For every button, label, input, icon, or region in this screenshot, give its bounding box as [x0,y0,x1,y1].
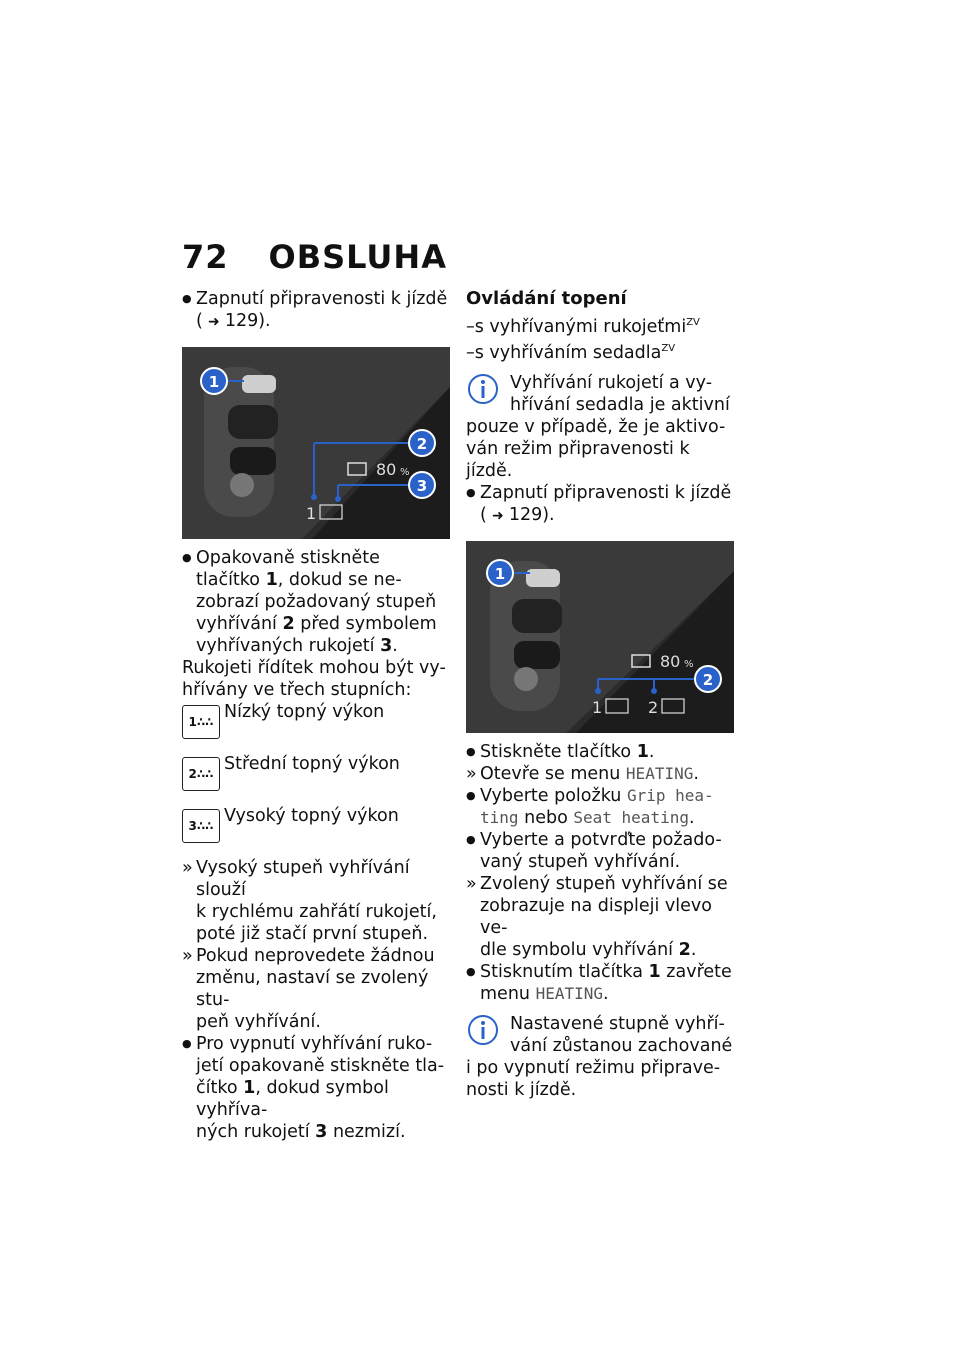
result-item: » Otevře se menu HEATING. [466,763,741,785]
level-item: 3 ∴∴ Vysoký topný výkon [182,805,452,857]
display-level-label-2: 2 [648,697,659,717]
option-item: –s vyhříváním sedadla$^{ZV}$ [466,342,676,363]
arrow-right-icon: ➜ [207,314,220,330]
heating-level-3-icon: 3 ∴∴ [182,809,220,843]
result-item: » Pokud neprovedete žádnou [182,945,452,967]
page-reference[interactable]: ( ➜ 129). [480,504,555,525]
level-item: 2 ∴∴ Střední topný výkon [182,753,452,805]
arrow-right-icon: ➜ [491,507,504,524]
svg-text:2: 2 [416,435,428,453]
left-column: ● Zapnutí připravenosti k jízdě ( ➜ 129). 1 2 3 80 % 1 ● Opakovaně stiskněte tlačítko 1, dokud se ne- zobrazí požadovaný stupeň vyhřívání 2 před symbolem vyhřívaných rukojetí 3. Rukojeti řídítek mohou být vy- hřívány ve třech stupních: 1 ∴∴ Nízký topný výkon 2 ∴∴ Střední topný výkon 3 ∴∴ Vysoký topný výkon » Vysoký stupeň vyhřívání slouží k rychlému zahřátí rukojetí, poté již stačí první stupeň. » Pokud neprovedete žádnou změnu, nastaví se zvolený stu- peň vyhřívání. ● Pro vypnutí vyhřívání ruko- jetí opakovaně stiskněte tla- čítko 1, dokud symbol vyhříva- ných rukojetí 3 nezmizí. [182,288,452,1143]
figure-handlebar-grip-heating [182,347,450,539]
level-item: 1 ∴∴ Nízký topný výkon [182,701,452,753]
display-value: 80 [376,460,397,479]
display-value: 80 [660,651,681,671]
info-icon [466,1013,500,1053]
svg-text:1: 1 [494,564,506,583]
step-bullet: ● Zapnutí připravenosti k jízdě [466,482,741,504]
callout-2-badge [695,666,721,692]
svg-text:2: 2 [702,670,714,689]
page-number: 72 [182,238,229,276]
figure-handlebar-seat-heating [466,541,734,733]
info-note: Vyhřívání rukojetí a vy- hřívání sedadla je aktivní pouze v případě, že je aktivo- ván režim připravenosti k jízdě. [466,372,730,481]
display-level-label-1: 1 [592,697,603,717]
step-bullet: ● Stiskněte tlačítko 1. [466,741,741,763]
callout-3-badge [409,472,435,498]
option-item: –s vyhřívanými rukojeťmi$^{ZV}$ [466,316,700,337]
callout-1-badge [487,560,513,586]
right-column: Ovládání topení –s vyhřívanými rukojeťmi$^{ZV}$ –s vyhříváním sedadla$^{ZV}$ Vyhřívání rukojetí a vy- hřívání sedadla je aktivní pouze v případě, že je aktivo- ván režim připravenosti k jízdě. ● Zapnutí připravenosti k jízdě ( ➜ 129). 1 2 80 % 1 2 ● Stiskněte tlačítko 1. » Otevře se menu HEATING. ● Vyberte položku Grip hea- ting nebo Seat heating. ● Vyberte a potvrďte požado- vaný stupeň vyhřívání. » Zvolený stupeň vyhřívání se zobrazuje na displeji vlevo ve- dle symbolu vyhřívání 2. ● Stisknutím tlačítka 1 zavřete menu HEATING. Nastavené stupně vyhří- vání zůstanou zachované i po vypnutí režimu připrave- nosti k jízdě. [466,288,741,1101]
chapter-title: OBSLUHA [268,238,447,276]
step-bullet: ● Zapnutí připravenosti k jízdě [182,288,452,310]
svg-text:3: 3 [416,477,428,495]
svg-text:1: 1 [208,373,220,391]
display-unit: % [400,467,410,478]
heating-level-2-icon: 2 ∴∴ [182,757,220,791]
step-bullet: ● Opakovaně stiskněte [182,547,452,569]
info-icon [466,372,500,412]
section-title: Ovládání topení [466,288,627,309]
step-bullet: ● Stisknutím tlačítka 1 zavřete [466,961,741,983]
display-level-label: 1 [306,504,317,523]
result-item: » Zvolený stupeň vyhřívání se [466,873,741,895]
callout-1-badge [201,368,227,394]
heating-level-1-icon: 1 ∴∴ [182,705,220,739]
step-bullet: ● Pro vypnutí vyhřívání ruko- [182,1033,452,1055]
step-bullet: ● Vyberte položku Grip hea- [466,785,741,807]
callout-2-badge [409,430,435,456]
paragraph: Rukojeti řídítek mohou být vy- [182,658,446,678]
display-unit: % [684,658,694,670]
page-header [182,238,447,276]
page-reference[interactable]: ( ➜ 129). [196,311,271,331]
step-bullet: ● Vyberte a potvrďte požado- [466,829,741,851]
result-item: » Vysoký stupeň vyhřívání slouží [182,857,452,901]
info-note: Nastavené stupně vyhří- vání zůstanou zachované i po vypnutí režimu připrave- nosti k jízdě. [466,1013,733,1100]
